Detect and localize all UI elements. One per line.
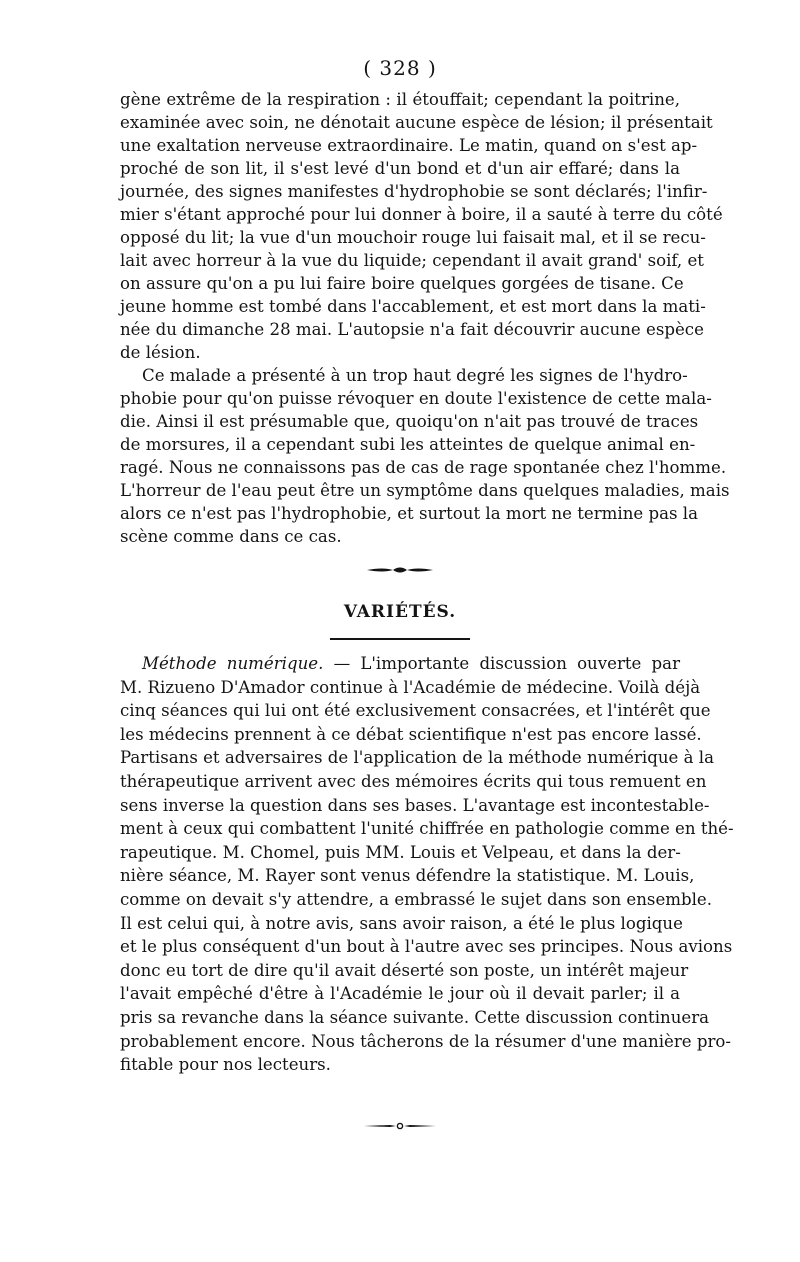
text-line: et le plus conséquent d'un bout à l'autre avec ses principes. Nous avions [120,937,733,957]
text-line: comme on devait s'y attendre, a embrassé le sujet dans son ensemble. [120,889,713,909]
paragraph-numerical-method [120,652,734,1077]
text-line: sens inverse la question dans ses bases. L'avantage est incontestable- [120,795,710,815]
ornament-divider-end [120,1117,680,1137]
text-line: une exaltation nerveuse extraordinaire. Le matin, quand on s'est ap- [120,136,698,155]
text-line: opposé du lit; la vue d'un mouchoir rouge lui faisait mal, et il se recu- [120,228,706,247]
text-line: L'horreur de l'eau peut être un symptôme dans quelques maladies, mais [120,481,730,500]
flourish-icon [360,1120,440,1132]
text-line: cinq séances qui lui ont été exclusivement consacrées, et l'intérêt que [120,701,711,721]
page-number: ( 328 ) [363,56,437,80]
text-line: die. Ainsi il est présumable que, quoiqu'on n'ait pas trouvé de traces [120,412,699,431]
flourish-icon [365,563,435,577]
text-line: thérapeutique arrivent avec des mémoires écrits qui tous remuent en [120,771,707,791]
article-lead: Méthode numérique. [142,654,324,673]
text-line: phobie pour qu'on puisse révoquer en doute l'existence de cette mala- [120,389,712,408]
text-line: alors ce n'est pas l'hydrophobie, et surtout la mort ne termine pas la [120,504,699,523]
text-line: lait avec horreur à la vue du liquide; cependant il avait grand' soif, et [120,251,704,270]
text-line: pris sa revanche dans la séance suivante. Cette discussion continuera [120,1007,710,1027]
text-line: née du dimanche 28 mai. L'autopsie n'a fait découvrir aucune espèce [120,320,704,339]
text-line: les médecins prennent à ce débat scientifique n'est pas encore lassé. [120,724,702,744]
text-line: probablement encore. Nous tâcherons de la résumer d'une manière pro- [120,1031,732,1051]
text-line: rapeutique. M. Chomel, puis MM. Louis et Velpeau, et dans la der- [120,842,681,862]
text-line: proché de son lit, il s'est levé d'un bond et d'un air effaré; dans la [120,159,680,178]
paragraph-hydrophobia-case [120,88,723,364]
text-line: l'avait empêché d'être à l'Académie le jour où il devait parler; il a [120,984,680,1004]
text-line: Ce malade a présenté à un trop haut degré les signes de l'hydro- [142,366,688,385]
text-line: donc eu tort de dire qu'il avait déserté son poste, un intérêt majeur [120,960,689,980]
text-line: ment à ceux qui combattent l'unité chiffrée en pathologie comme en thé- [120,819,734,839]
book-page [120,52,734,1137]
paragraph-commentary [120,364,730,548]
ornament-divider [120,562,680,582]
text-line: journée, des signes manifestes d'hydrophobie se sont déclarés; l'infir- [120,182,708,201]
text-line: de morsures, il a cependant subi les atteintes de quelque animal en- [120,435,696,454]
section-title: VARIÉTÉS. [343,602,457,622]
spacer [120,582,680,600]
text-line: Partisans et adversaires de l'application de la méthode numérique à la [120,748,714,768]
title-rule [330,638,470,640]
text-line: on assure qu'on a pu lui faire boire quelques gorgées de tisane. Ce [120,274,684,293]
text-line: mier s'étant approché pour lui donner à boire, il a sauté à terre du côté [120,205,723,224]
text-line: scène comme dans ce cas. [120,527,342,546]
text-line: examinée avec soin, ne dénotait aucune espèce de lésion; il présentait [120,113,713,132]
text-line: jeune homme est tombé dans l'accablement, et est mort dans la mati- [120,297,706,316]
text-line: ragé. Nous ne connaissons pas de cas de rage spontanée chez l'homme. [120,458,727,477]
text-line: fitable pour nos lecteurs. [120,1055,331,1075]
text-line [120,652,680,676]
text-line: gène extrême de la respiration : il étouffait; cependant la poitrine, [120,90,680,109]
text-line: M. Rizueno D'Amador continue à l'Académie de médecine. Voilà déjà [120,677,701,697]
text-line: nière séance, M. Rayer sont venus défendre la statistique. M. Louis, [120,866,695,886]
text-line: Il est celui qui, à notre avis, sans avoir raison, a été le plus logique [120,913,683,933]
article-lead-rest: — L'importante discussion ouverte par [323,654,680,673]
text-line: de lésion. [120,343,201,362]
